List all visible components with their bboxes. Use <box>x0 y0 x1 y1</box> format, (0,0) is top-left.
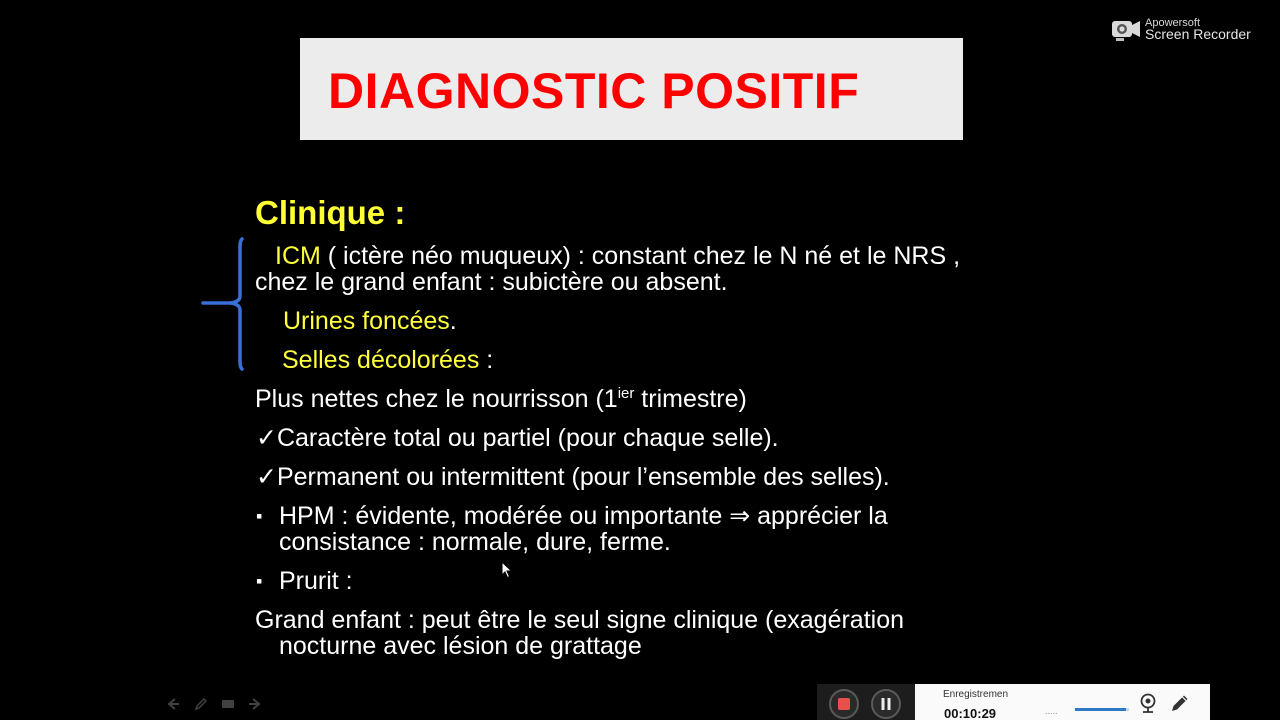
icm-description: ( ictère néo muqueux) : constant chez le N né et le NRS , <box>320 242 961 270</box>
icm-line <box>275 243 960 269</box>
slide-navigation <box>165 696 265 712</box>
recorder-toolbar <box>817 684 1210 720</box>
plus-nettes-line <box>255 386 747 412</box>
watermark-brand: Apowersoft <box>1145 17 1201 29</box>
check-icon: ✓ <box>256 463 277 491</box>
hpm-line-2: consistance : normale, dure, ferme. <box>279 528 671 556</box>
section-heading: Clinique : <box>255 194 406 231</box>
plus-nettes-superscript: ier <box>617 385 635 402</box>
recording-status: Enregistremen <box>943 689 1009 700</box>
pause-button[interactable] <box>871 689 901 719</box>
arrow-left-icon[interactable] <box>165 696 181 712</box>
pen-icon[interactable] <box>1169 692 1191 714</box>
caractere-line <box>256 425 779 451</box>
stop-button[interactable] <box>829 689 859 719</box>
icm-abbr: ICM <box>275 242 321 270</box>
arrow-right-icon[interactable] <box>247 696 263 712</box>
square-bullet-icon: ▪ <box>256 571 263 591</box>
mouse-cursor-icon <box>501 561 513 579</box>
recorder-controls-panel <box>817 684 915 720</box>
webcam-icon[interactable] <box>1137 692 1159 714</box>
selles-colon: : <box>479 346 494 374</box>
pause-icon <box>873 691 899 717</box>
permanent-line <box>256 464 890 490</box>
volume-dots: ..... <box>1045 706 1058 716</box>
permanent-text: Permanent ou intermittent (pour l’ensemble des selles). <box>276 463 890 491</box>
recorder-watermark <box>1111 16 1271 46</box>
grand-enfant-line-1: Grand enfant : peut être le seul signe clinique (exagération <box>255 606 905 634</box>
volume-slider[interactable] <box>1075 708 1129 711</box>
selles-text: Selles décolorées <box>282 346 480 374</box>
icm-line-2: chez le grand enfant : subictère ou absent. <box>255 268 728 296</box>
watermark-product: Screen Recorder <box>1145 26 1251 42</box>
grouping-bracket <box>200 236 250 372</box>
hpm-line-1: HPM : évidente, modérée ou importante ⇒ apprécier la <box>279 502 888 530</box>
volume-slider-fill <box>1075 708 1126 711</box>
urines-dot: . <box>449 307 457 335</box>
plus-nettes-text-a: Plus nettes chez le nourrisson (1 <box>255 385 618 413</box>
screen-icon[interactable] <box>220 696 236 712</box>
prurit-text: Prurit : <box>279 567 353 595</box>
slide-title: DIAGNOSTIC POSITIF <box>328 63 860 119</box>
urines-line <box>283 308 457 334</box>
slide-title-box <box>300 38 963 140</box>
urines-text: Urines foncées <box>283 307 450 335</box>
camera-icon <box>1111 17 1141 43</box>
grand-enfant-line-2: nocturne avec lésion de grattage <box>279 632 642 660</box>
plus-nettes-text-b: trimestre) <box>634 385 747 413</box>
recording-time: 00:10:29 <box>944 706 997 720</box>
square-bullet-icon: ▪ <box>256 506 263 526</box>
selles-line <box>282 347 493 373</box>
check-icon: ✓ <box>256 424 277 452</box>
caractere-text: Caractère total ou partiel (pour chaque selle). <box>276 424 779 452</box>
stop-icon <box>831 691 857 717</box>
pen-icon[interactable] <box>193 696 209 712</box>
